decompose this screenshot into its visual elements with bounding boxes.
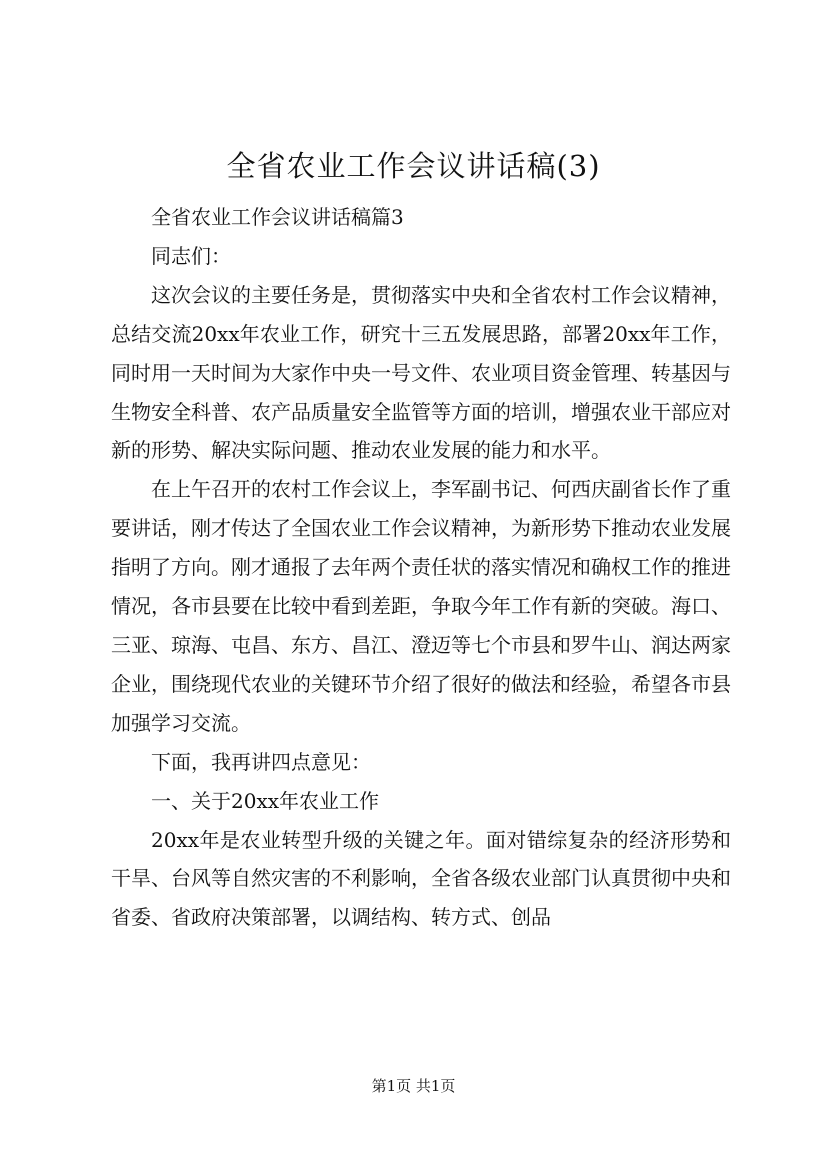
paragraph-four-points: 下面，我再讲四点意见：	[151, 749, 371, 774]
section-heading-one: 一、关于20xx年农业工作	[151, 788, 380, 813]
paragraph-main-task: 这次会议的主要任务是，贯彻落实中央和全省农村工作会议精神，总结交流20xx年农业工作，研究十三五发展思路，部署20xx年工作，同时用一天时间为大家作中央一号文件、农业项目资金管理、转基因与生物安全科普、农产品质量安全监管等方面的培训，增强农业干部应对新的形势、解决实际问题、推动农业发展的能力和水平。	[111, 282, 731, 463]
page-footer: 第1页 共1页	[371, 1077, 456, 1095]
paragraph-morning-meeting: 在上午召开的农村工作会议上，李军副书记、何西庆副省长作了重要讲话，刚才传达了全国农业工作会议精神，为新形势下推动农业发展指明了方向。刚才通报了去年两个责任状的落实情况和确权工作的推进情况，各市县要在比较中看到差距，争取今年工作有新的突破。海口、三亚、琼海、屯昌、东方、昌江、澄迈等七个市县和罗牛山、润达两家企业，围绕现代农业的关键环节介绍了很好的做法和经验，希望各市县加强学习交流。	[111, 477, 731, 735]
document-title: 全省农业工作会议讲话稿(3)	[226, 149, 601, 183]
document-body	[111, 198, 731, 937]
paragraph-key-year: 20xx年是农业转型升级的关键之年。面对错综复杂的经济形势和干旱、台风等自然灾害的不利影响，全省各级农业部门认真贯彻中央和省委、省政府决策部署，以调结构、转方式、创品	[111, 827, 731, 930]
paragraph-subtitle: 全省农业工作会议讲话稿篇3	[151, 205, 404, 229]
paragraph-salutation: 同志们：	[151, 243, 231, 268]
